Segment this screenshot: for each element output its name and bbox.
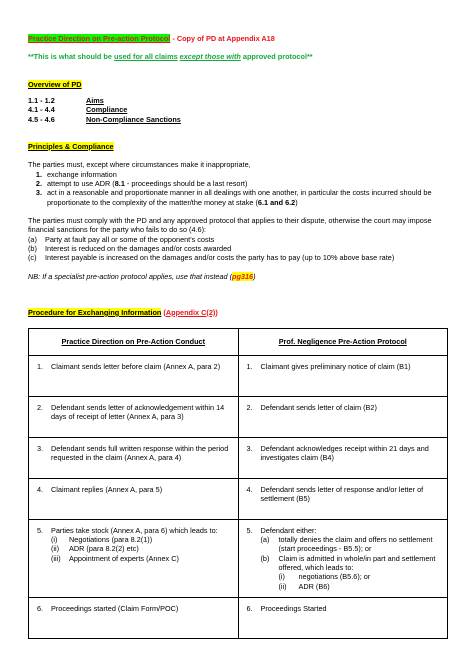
overview-item: 4.1 - 4.4 Compliance [28,105,128,115]
list-item: 2. attempt to use ADR (8.1 - proceedings should be a last resort) [35,178,248,188]
column-header-pd: Practice Direction on Pre-Action Conduct [29,329,239,355]
overview-heading: Overview of PD [28,79,82,89]
page-title: Practice Direction on Pre-action Protocol [28,34,171,43]
list-item: (i) Negotiations (para 8.2(1)) [51,534,153,544]
list-item: (i) negotiations (B5.6); or [278,572,371,582]
overview-item: 4.5 - 4.6 Non-Compliance Sanctions [28,114,181,124]
table-row: 1. Claimant sends letter before claim (Annex A, para 2) 1. Claimant gives preliminary notice of claim (B1) [29,355,448,396]
usage-note: **This is what should be used for all claims except those with approved protocol** [28,52,313,62]
page-title-suffix: - Copy of PD at Appendix A18 [170,34,275,43]
overview-list [28,96,448,124]
page-reference-link[interactable]: pg316 [232,271,254,281]
sanctions-list [28,235,448,263]
procedure-heading-line: Procedure for Exchanging Information (Appendix C(2)) [28,307,218,317]
table-row: 4. Claimant replies (Annex A, para 5) 4. Defendant sends letter of response and/or letter of settlement (B5) [29,478,448,519]
list-item: (ii) ADR (para 8.2(2) etc) [51,544,139,554]
nb-note: NB: If a specialist pre-action protocol applies, use that instead (pg316) [28,271,256,281]
principles-intro: The parties must, except where circumstances make it inappropriate, [28,160,251,170]
table-row: 2. Defendant sends letter of acknowledgement within 14 days of receipt of letter (Annex A, para 3) 2. Defendant sends letter of claim (B2) [29,396,448,437]
list-item: (b) Claim is admitted in whole/in part and settlement offered, which leads to: [260,553,436,572]
list-item: (ii) ADR (B6) [278,581,330,591]
table-header-row [29,329,448,355]
principles-heading-line [28,142,448,151]
principles-list [28,170,448,207]
procedure-table [28,328,448,639]
list-item: (b) Interest is reduced on the damages and/or costs awarded [28,243,232,253]
table-row: 6. Proceedings started (Claim Form/POC) 6. Proceedings Started [29,597,448,638]
list-item: (a) Party at fault pay all or some of the opponent's costs [28,234,215,244]
principles-heading: Principles & Compliance [28,141,114,151]
list-item: 3. act in a reasonable and proportionate manner in all dealings with one another, in particular the costs incurred should be proportionate to the complexity of the matter/the money at stake (6.1 and 6.2) [35,188,432,207]
overview-heading-line [28,80,448,89]
list-item: (c) Interest payable is increased on the damages and/or costs the party has to pay (up to 10% above base rate) [28,253,395,263]
overview-item: 1.1 - 1.2 Aims [28,95,104,105]
column-header-protocol: Prof. Negligence Pre-Action Protocol [238,329,448,355]
procedure-heading: Procedure for Exchanging Information [28,307,162,317]
list-item: 1. exchange information [35,169,117,179]
list-item: (iii) Appointment of experts (Annex C) [51,553,179,563]
table-row: 5. Parties take stock (Annex A, para 6) which leads to: (i) Negotiations (para 8.2(1)) (ii) ADR (para 8.2(2) etc) (iii) Appointment of experts (Annex C) 5. Defendant either: (a) totally denies the claim and offers no settlement (start proceedings - B5.5); or (b) Claim is admitted in whole/in part and settlement offered, which leads to: (i) negotiations (B5.6); or (ii) ADR (B6) [29,519,448,597]
document-page [28,34,448,639]
compliance-paragraph: The parties must comply with the PD and any approved protocol that applies to their dispute, otherwise the court may impose financial sanctions for the party who fails to do so (4.6): [28,215,432,235]
page-title-line [28,34,448,43]
procedure-reference: Appendix C(2) [165,307,216,317]
table-row: 3. Defendant sends full written response within the period requested in the claim (Annex A, para 4) 3. Defendant acknowledges receipt within 21 days and investigates claim (B4) [29,437,448,478]
list-item: (a) totally denies the claim and offers no settlement (start proceedings - B5.5); or [260,534,433,554]
